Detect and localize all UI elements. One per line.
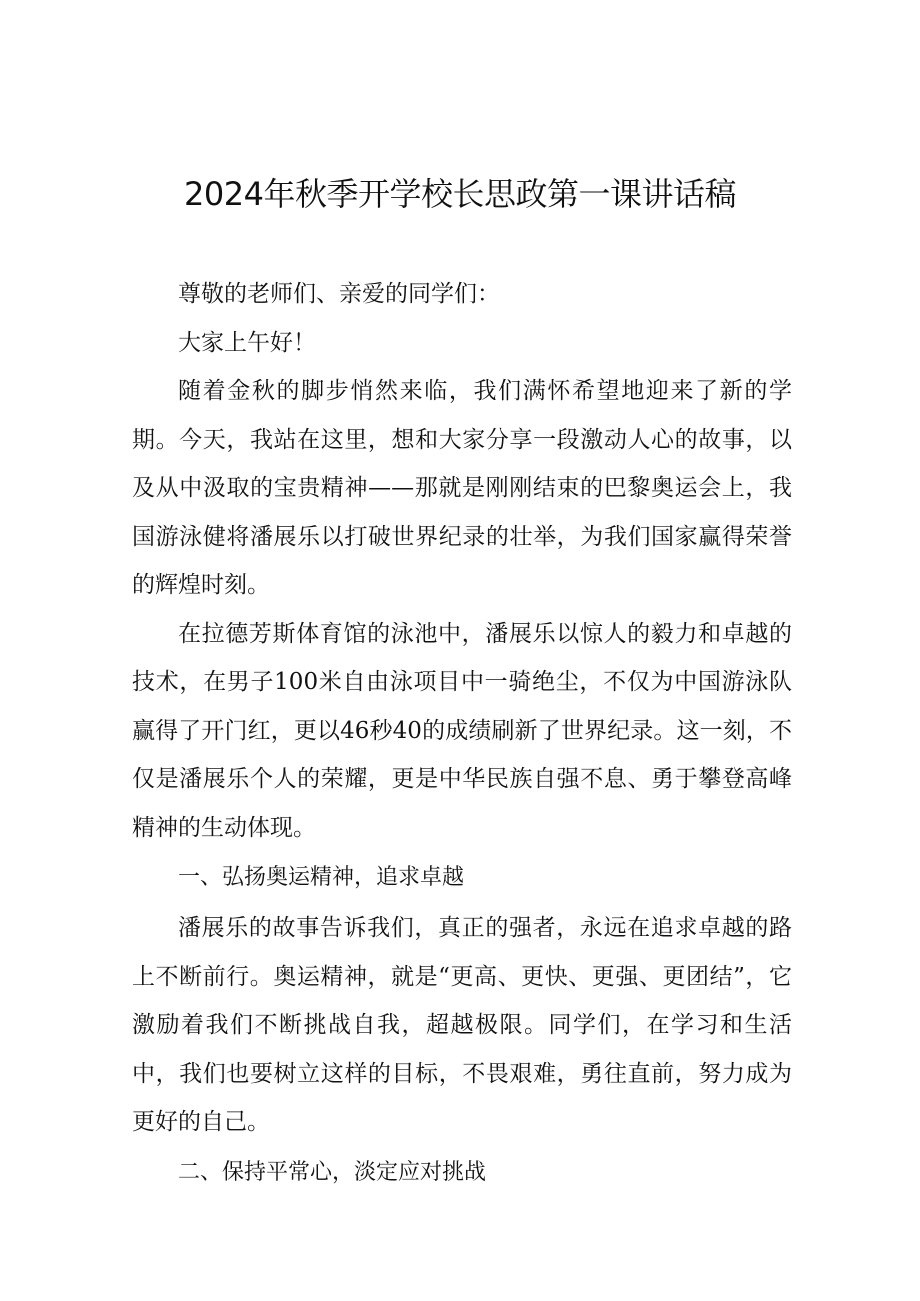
olympics-paragraph: 在拉德芳斯体育馆的泳池中，潘展乐以惊人的毅力和卓越的技术，在男子100米自由泳项目中一骑绝尘，不仅为中国游泳队赢得了开门红，更以46秒40的成绩刷新了世界纪录。这一刻，不仅是潘展乐个人的荣耀，更是中华民族自强不息、勇于攀登高峰精神的生动体现。 — [132, 620, 792, 841]
section-1-paragraph: 潘展乐的故事告诉我们，真正的强者，永远在追求卓越的路上不断前行。奥运精神，就是“更高、更快、更强、更团结”，它激励着我们不断挑战自我，超越极限。同学们，在学习和生活中，我们也要树立这样的目标，不畏艰难，勇往直前，努力成为更好的自己。 — [132, 915, 792, 1135]
section-1-heading: 一、弘扬奥运精神，追求卓越 — [178, 865, 465, 890]
intro-paragraph: 随着金秋的脚步悄然来临，我们满怀希望地迎来了新的学期。今天，我站在这里，想和大家分享一段激动人心的故事，以及从中汲取的宝贵精神——那就是刚刚结束的巴黎奥运会上，我国游泳健将潘展乐以打破世界纪录的壮举，为我们国家赢得荣誉的辉煌时刻。 — [132, 378, 792, 598]
section-2-heading: 二、保持平常心，淡定应对挑战 — [178, 1159, 487, 1185]
hello-line: 大家上午好！ — [178, 329, 316, 356]
greeting-line: 尊敬的老师们、亲爱的同学们： — [178, 281, 500, 307]
document-title: 2024年秋季开学校长思政第一课讲话稿 — [184, 175, 736, 213]
document-body — [132, 270, 792, 1199]
